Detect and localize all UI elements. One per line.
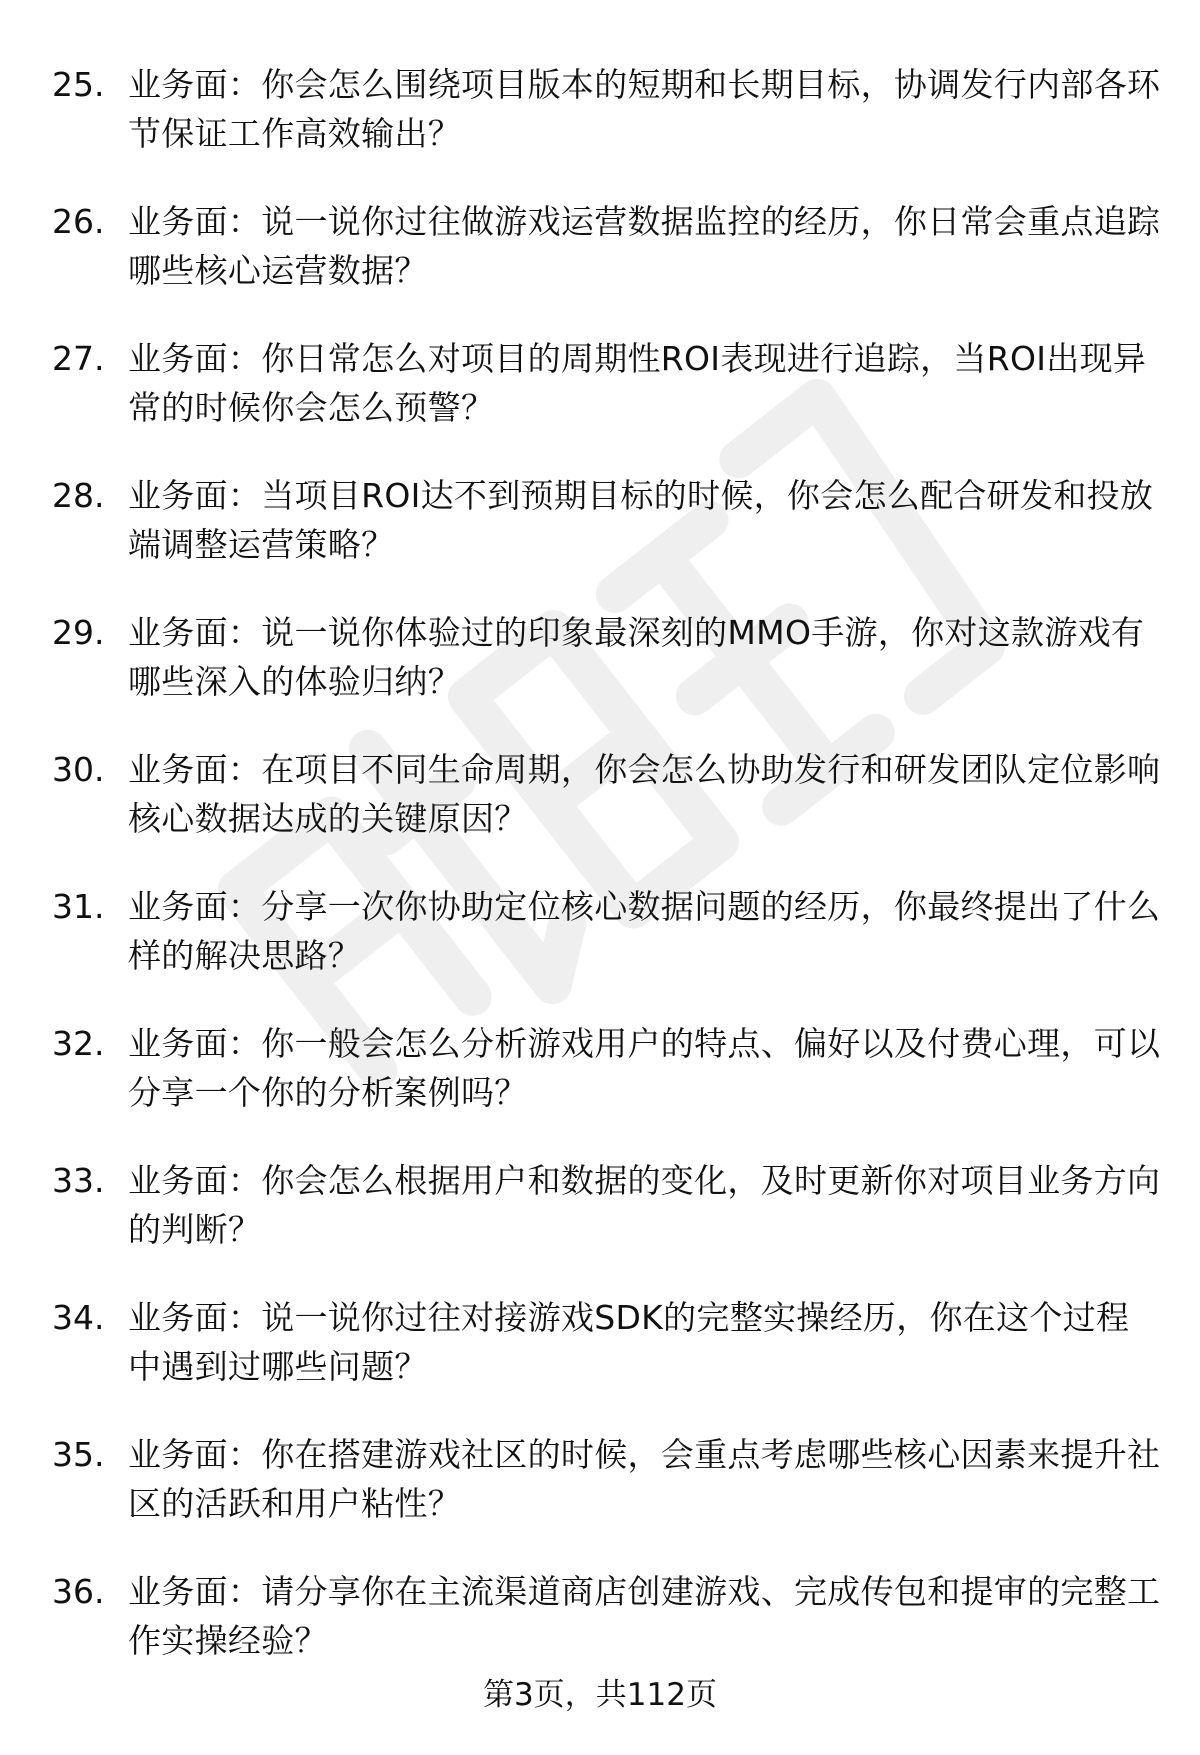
question-text: 业务面：在项目不同生命周期，你会怎么协助发行和研发团队定位影响核心数据达成的关键原因？ xyxy=(128,750,1161,838)
question-number: 35. xyxy=(52,1435,105,1474)
question-text: 业务面：你在搭建游戏社区的时候，会重点考虑哪些核心因素来提升社区的活跃和用户粘性？ xyxy=(128,1435,1161,1523)
question-text: 业务面：你会怎么围绕项目版本的短期和长期目标，协调发行内部各环节保证工作高效输出？ xyxy=(128,65,1161,153)
question-text: 业务面：你会怎么根据用户和数据的变化，及时更新你对项目业务方向的判断？ xyxy=(128,1161,1161,1249)
question-number: 30. xyxy=(52,750,105,789)
list-item xyxy=(52,1019,1162,1156)
question-text: 业务面：说一说你过往对接游戏SDK的完整实操经历，你在这个过程中遇到过哪些问题？ xyxy=(128,1298,1130,1386)
question-text: 业务面：当项目ROI达不到预期目标的时候，你会怎么配合研发和投放端调整运营策略？ xyxy=(128,476,1154,564)
question-number: 32. xyxy=(52,1024,105,1063)
list-item xyxy=(52,608,1162,745)
question-number: 28. xyxy=(52,476,105,515)
question-number: 31. xyxy=(52,887,105,926)
question-number: 29. xyxy=(52,613,105,652)
page-number-footer: 第3页，共112页 xyxy=(483,1677,717,1713)
question-number: 33. xyxy=(52,1161,105,1200)
question-text: 业务面：说一说你过往做游戏运营数据监控的经历，你日常会重点追踪哪些核心运营数据？ xyxy=(128,202,1161,290)
question-number: 27. xyxy=(52,339,105,378)
list-item xyxy=(52,1430,1162,1567)
list-item xyxy=(52,334,1162,471)
list-item xyxy=(52,882,1162,1019)
list-item xyxy=(52,197,1162,334)
question-text: 业务面：分享一次你协助定位核心数据问题的经历，你最终提出了什么样的解决思路？ xyxy=(128,887,1161,975)
question-number: 25. xyxy=(52,65,105,104)
question-list xyxy=(52,60,1162,1704)
list-item xyxy=(52,60,1162,197)
question-text: 业务面：你一般会怎么分析游戏用户的特点、偏好以及付费心理，可以分享一个你的分析案例吗？ xyxy=(128,1024,1161,1112)
list-item xyxy=(52,745,1162,882)
question-number: 36. xyxy=(52,1572,105,1611)
list-item xyxy=(52,1293,1162,1430)
question-number: 26. xyxy=(52,202,105,241)
list-item xyxy=(52,1156,1162,1293)
question-text: 业务面：说一说你体验过的印象最深刻的MMO手游，你对这款游戏有哪些深入的体验归纳？ xyxy=(128,613,1145,701)
list-item xyxy=(52,471,1162,608)
question-text: 业务面：你日常怎么对项目的周期性ROI表现进行追踪，当ROI出现异常的时候你会怎么预警？ xyxy=(128,339,1147,427)
question-text: 业务面：请分享你在主流渠道商店创建游戏、完成传包和提审的完整工作实操经验？ xyxy=(128,1572,1161,1660)
question-number: 34. xyxy=(52,1298,105,1337)
